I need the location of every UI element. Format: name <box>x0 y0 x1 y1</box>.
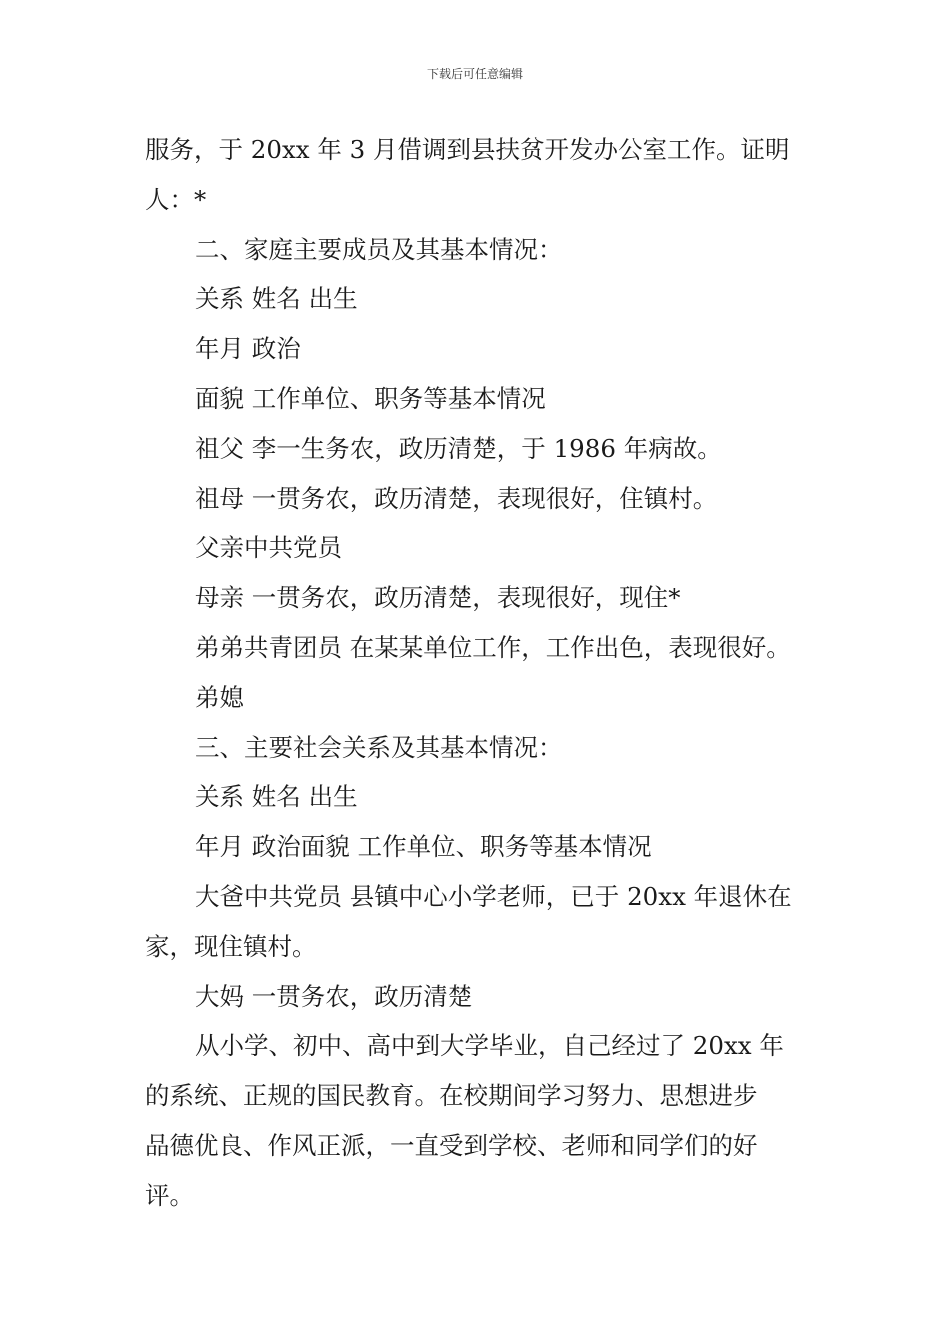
text-line: 的系统、正规的国民教育。在校期间学习努力、思想进步 <box>145 1081 758 1111</box>
document-body <box>145 125 810 1221</box>
text-line: 关系 姓名 出生 <box>195 284 358 314</box>
section-heading-family: 二、家庭主要成员及其基本情况： <box>195 234 563 264</box>
text-line: 面貌 工作单位、职务等基本情况 <box>195 383 546 413</box>
text-line: 弟媳 <box>195 682 244 712</box>
text-line: 评。 <box>145 1180 194 1210</box>
text-line: 品德优良、作风正派，一直受到学校、老师和同学们的好 <box>145 1130 758 1160</box>
text-line: 母亲 一贯务农，政历清楚，表现很好，现住* <box>195 583 681 613</box>
text-line: 大妈 一贯务农，政历清楚 <box>195 981 473 1011</box>
text-line: 从小学、初中、高中到大学毕业，自己经过了 20xx 年 <box>195 1031 784 1061</box>
text-line: 人：* <box>145 184 207 214</box>
text-line: 关系 姓名 出生 <box>195 782 358 812</box>
text-line: 家，现住镇村。 <box>145 931 317 961</box>
text-line: 年月 政治 <box>195 334 301 364</box>
text-line: 父亲中共党员 <box>195 533 342 563</box>
text-line: 大爸中共党员 县镇中心小学老师，已于 20xx 年退休在 <box>195 881 792 911</box>
text-line: 年月 政治面貌 工作单位、职务等基本情况 <box>195 832 652 862</box>
text-line: 弟弟共青团员 在某某单位工作，工作出色，表现很好。 <box>195 632 791 662</box>
text-line: 祖母 一贯务农，政历清楚，表现很好，住镇村。 <box>195 483 718 513</box>
text-line: 服务，于 20xx 年 3 月借调到县扶贫开发办公室工作。证明 <box>145 135 790 164</box>
text-line: 祖父 李一生务农，政历清楚，于 1986 年病故。 <box>195 433 722 463</box>
section-heading-social: 三、主要社会关系及其基本情况： <box>195 732 563 762</box>
page-header: 下载后可任意编辑 <box>426 67 523 81</box>
